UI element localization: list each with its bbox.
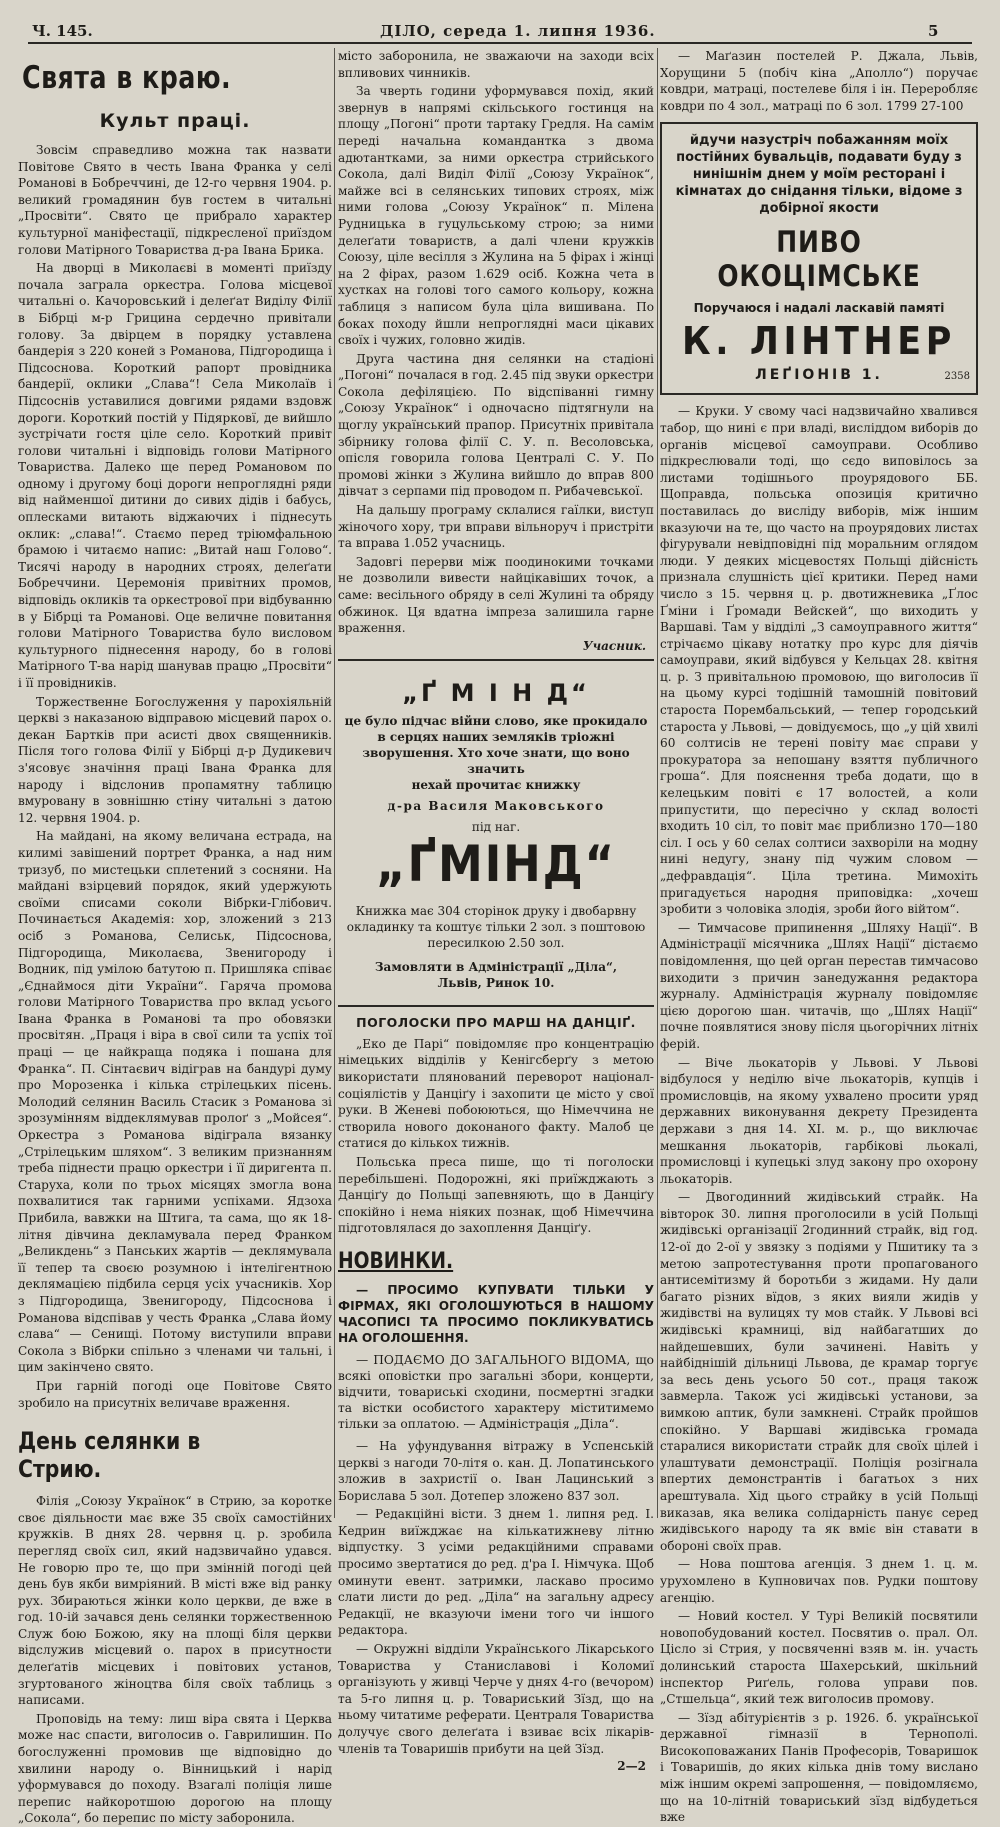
article-paragraph: На дальшу програму склалися гаїлки, виступ жіночого хору, три вправи вільноруч і пристріти та вправа 1.052 учасниць. [338,503,654,551]
article-signature: Учасник. [582,638,646,653]
page-header [0,0,1000,46]
article-title: День селянки в Стрию. [18,1427,201,1484]
ad-author: д-ра Василя Маковського [387,798,605,813]
book-advertisement [338,667,654,999]
ad-product: ПИВО ОКОЦІМСЬКЕ [717,225,921,294]
beer-advertisement [660,122,978,395]
notice: — ПОДАЄМО ДО ЗАГАЛЬНОГО ВІДОМА, що всякі оповістки про загальні збори, концерти, відчити, товариські сходини, посмертні згадки та вістки особистого характеру міститимемо тільки за оплатою. — Адміністрація „Діла“. [338,1352,654,1431]
news-item: — Зїзд абітурієнтів з р. 1926. б. української державної гімназії в Тернополі. Високоповажаних Панів Професорів, Товаришок і Товаришів, до яких кілька днів тому вислано між іншим окремі запрошення, — повідомляємо, що на 10-літній товариський зїзд відбудеться вже [660,1710,978,1825]
ad-under: під наг. [471,819,521,834]
article-paragraph: Зовсім справедливо можна так назвати Повітове Свято в честь Івана Франка у селі Романові в Бобреччині, де 12-го червня 1904. р. великий громадянин був гостем в читальні „Просвіти“. Свято це прибрало характер культурної маніфестації, підкресленої приїздом голови Матірного Товариства д-ра Івана Брика. [18,143,332,257]
article-paragraph: Задовгі перерви між поодинокими точками не дозволили вивести найцікавіших точок, а саме: весільного обряду в селі Жулині та обряду обжинок. Ця вдатна імпреза залишила гарне враження. [338,554,654,636]
news-item: — Новий костел. У Турі Великій посвятили новопобудований костел. Посвятив о. прал. Ол. Цісло зі Стрия, у посвяченні взяв м. ін. участь долинський староста Шахерський, шкільний інспектор Риґель, голова управи пов. „Стшельца“, який теж виголосив промову. [660,1609,978,1707]
divider [338,659,654,661]
article-paragraph: Польська преса пише, що ті поголоски перебільшені. Подорожні, які приїжджають з Данціґу до Польщі запевняють, що в Данціґу спокійно і нема ніяких познак, щоб Німеччина підготовлялася до захоплення Данціґу. [338,1154,654,1236]
ad-book-title: „ҐМІНД“ [376,834,616,893]
header-rule [28,42,972,44]
notice: — ПРОСИМО КУПУВАТИ ТІЛЬКИ У ФІРМАХ, ЯКІ ОГОЛОШУЮТЬСЯ В НАШОМУ ЧАСОПИСІ ТА ПРОСИМО ПОКЛИКУВАТИСЬ НА ОГОЛОШЕННЯ. [338,1282,654,1345]
item-number: 2—2 [617,1759,646,1774]
news-item: — Круки. У свому часі надзвичайно хвалився табор, що нині є при владі, висліддом виборів до органів місцевої самоуправи. Особливо підкреслювали тоді, що сєдо виповілось за листами тодішнього проурядового ББ. Щоправда, польська опозиція критично поставилась до висліду виборів, між іншим вказуючи на те, що часто на проурядових листах фігурували невідповідні під моральним оглядом люди. У деяких місцевостях Польщі дійсність признала слушність цієї критики. Перед нами число з 15. червня ц. р. двотижневика „Ґлос Ґміни і Ґромади Вейскей“, що виходить у Варшаві. Там у відділі „З самоуправного життя“ стрічаємо цікаву нотатку про курс для діячів самоуправи, який відбувся у Кельцах 28. квітня ц. р. З привітальною промовою, що виголосив її на цьому курсі тодішній тамошній повітовий староста Порембальський, — тепер городський староста у Львові, — довідуємось, що „у цій хвилі 60 солтисів не терені повіту має справи у прокуратора за непошану взяття публичного гроша“. Для пояснення треба додати, що в келецьким повіті є 17 волостей, а коли припустити, що пересічно у склад волості входить 10 сіл, то повіт має приблизно 170—180 сіл. І ось у 60 селах солтиси захворіли на модну нині недугу, знану під чужим словом — „дефравдація“. Ціла третина. Мимохіть пригадується народня приповідка: „хочеш зробити з чоловіка злодія, зроби його війтом“. [660,404,978,917]
page-number: 5 [928,22,939,40]
ad-owner-name: К. ЛІНТНЕР [682,319,956,364]
article-paragraph: місто заборонила, не зважаючи на заходи всіх впливових чинників. [338,49,654,80]
news-item: — Редакційні вісти. З днем 1. липня ред. І. Кедрин виїжджає на кількатижневу літню відпустку. З усіми редакційними справами просимо звертатися до ред. д'ра І. Німчука. Щоб оминути евент. затримки, ласкаво просимо слати листи до ред. „Діла“ на загальну адресу Редакції, не вказуючи імени того чи іншого редактора. [338,1507,654,1638]
issue-number: Ч. 145. [32,22,93,40]
news-item: — Маґазин постелей Р. Джала, Львів, Хорущини 5 (побіч кіна „Аполло“) поручає ковдри, матраці, постелеве біля і ін. Переробляє ковдри по 4 зол., матраці по 6 зол. 1799 27-100 [660,49,978,113]
column-3 [660,48,978,1825]
news-section-heading: НОВИНКИ. [338,1248,454,1274]
article-paragraph: „Еко де Парі“ повідомляє про концентрацію німецьких відділів у Кенігсберґу з метою використати плянований переворот націонал-соціялістів у Данціґу і захопити це місто у свої руки. В Женеві побоюються, що Німеччина не створила нового доконаного факту. Малоб це статися до кількох тижнів. [338,1036,654,1151]
column-2 [338,48,654,1774]
ad-title: „Ґ М І Н Д“ [402,678,590,707]
ad-line: нехай прочитає книжку [411,777,581,792]
article-paragraph: Проповідь на тему: лиш віра свята і Церква може нас спасти, виголосив о. Гаврилишин. По богослуженні промовив ще відповідно до хвилини народу о. Вінницький і нарід уформувався до походу. Взагалі поліція лише перепис найкоротшою дорогою на площу „Сокола“, бо перепис по місту заборонила. [18,1711,332,1826]
ad-line: в серцях наших земляків тріожні зворушення. Хто хоче знати, що воно значить [362,729,630,776]
article-title: Культ праці. [99,110,251,132]
news-item: — Віче льокаторів у Львові. У Львові відбулося у неділю віче льокаторів, купців і промисловців, на якому ухвалено просити уряд державних виконування декрету Президента держави з дня 14. XI. м. р., що виключає мешкання льокаторів, гарбікові льокалі, промисловці і купецькі злуд закону про охорону льокаторів. [660,1055,978,1186]
news-item: — Окружні відділи Українського Лікарського Товариства у Станиславові і Коломиї організують у живці Черче у днях 4-го (вечором) та 5-го липня ц. р. Товариський Зїзд, що на ньому читатиме реферати. Централя Товариства долучує свого делеґата і взиває всіх лікарів-членів та Товаришів прибути на цей Зїзд. [338,1642,654,1756]
article-paragraph: На майдані, на якому величана естрада, на килимі завішений портрет Франка, а над ним тризуб, по мистецьки сплетений з сосняни. На майдані взірцевий порядок, який удержують своїми списами соколи Вібрки-Глібович. Починається Академія: хор, зложений з 213 осіб з Романова, Селиськ, Підсоснова, Підгородища, Миколаєва, Звенигороду і Водник, під умілою батутою п. Пришляка співає „Єднаймося діти України“. Гаряча промова голови Матірного Товариства про вклад усього Івана Франка в Романові та про обовязки просвітян. „Праця і віра в свої сили та успіх тої праці — це найкраща подяка і пошана для Франка“. П. Сінтаєвич відіграв на бандурі думу про Морозенка і кілька стрілецьких пісень. Молодий селянин Василь Стасик з Романова зі зрозумінням віддеклямував пролоґ з „Мойсея“. Оркестра з Романова відіграла вязанку „Стрілецьким шляхом“. З великим признанням треба піднести працю оркестри і її диригента п. Старуха, коли по трьох місяцях змогла вона похвалитися так гарними успіхами. Ядзоха Прибила, вавжки на Штига, та сама, що як 18-літня дівчина декламувала перед Франком „Великдень“ з Панських жартів — деклямувала її тепер та своєю розумною і інтелігентною деклямацією підбила серця усіх учасників. Хор з Підгородища, Звенигороду, Підсоснова і Романова відспівав у честь Франка „Слава йому слава“ — Сенищі. Потому виступили вправи Сокола з Вібрки спільно з членами чи тальні, і цим закінчено свято. [18,829,332,1375]
ad-order: Замовляти в Адміністрації „Діла“, [374,959,618,974]
news-title: ПОГОЛОСКИ ПРО МАРШ НА ДАНЦІҐ. [356,1014,636,1030]
section-heading: Свята в краю. [22,60,232,96]
column-1 [18,48,332,1826]
ad-number: 2358 [944,371,970,383]
ad-address: Львів, Ринок 10. [437,975,555,990]
ad-address: ЛЕҐІОНІВ 1. [755,367,883,384]
article-paragraph: За чверть години уформувався похід, який звернув в напрямі скільського гостинця на площу „Погоні“ проти тартаку Гредля. На самім переді начальна командантка з двома адютантками, за ними оркестра стрийського Сокола, далі Виділ Філії „Союзу Українок“, майже всі в селянських типових строях, між ними голова „Союзу Українок“ п. Мілена Рудницька в гуцульському строю; за ними делеґати товариств, а далі члени кружків Союзу, ціле весілля з Жулина на 5 фірах і жінці на 2 фірах, разом 1.629 осіб. Кожна чета в хустках на голові того самого кольору, кожна таблиця з написом була ціла вишивана. По боках походу йшли непроглядні маси цікавих своїх і чужих, головно жидів. [338,84,654,348]
ad-line: це було підчас війни слово, яке прокидало [344,713,648,728]
article-paragraph: При гарній погоді оце Повітове Свято зробило на присутніх величаве враження. [18,1378,332,1410]
news-item: — Тимчасове припинення „Шляху Нації“. В Адміністрації місячника „Шлях Нації“ дістаємо повідомлення, що цей орган перестав тимчасово виходити з причин занедужання редактора журналу. Адміністрація журналу повідомляє цією дорогою шан. читачів, що „Шлях Нації“ почне появлятися знову після цьогорічних літніх ферій. [660,920,978,1051]
ad-description: Книжка має 304 сторінок друку і двобарвну окладинку та коштує тільки 2 зол. з поштовою пересилкою 2.50 зол. [346,903,646,950]
news-item: — Двогодинний жидівський страйк. На вівторок 30. липня проголосили в усій Польщі жидівські організації 2годинний страйк, від год. 12-ої до 2-ої у звязку з подіями у Пшитику та з метою запротестування проти пропагованого антисемітизму й боротьби з жидами. Ну дали багато різних вїдов, з яких вияли жидів у жидівстві на вулицях ту мов стайк. У Львові всі жидівські крамниці, від найбагатших до найдешевших, були зачинені. Навіть у найбіднішій дільниці Львова, де крамар торгує за весь день усього 50 сот., праця також завмерла. Також усі жидівські установи, за вимкою аптик, були замкнені. Страйк пройшов спокійно. У Варшаві жидівська громада старалися використати страйк для своїх цілей і улаштувати демонстрації. Поліція розігнала впертих демонстрантів і багатьох з них арештувала. Хід цього страйку в усій Польщі виказав, яка велика солідарність панує серед жидівського народу та як вміє він ставати в обороні своїх прав. [660,1190,978,1553]
ad-recommendation: Поручаюся і надалі ласкавій памяті [693,301,945,316]
article-paragraph: Друга частина дня селянки на стадіоні „Погоні“ почалася в год. 2.45 під звуки оркестри Сокола дефіляцією. По відспіванні гимну „Союзу Українок“ і одночасно підтягнули на щоглу український прапор. Присутніх привітала збірнику голова філії С. У. п. Весоловська, опісля говорила голова Централі С. У. По промові жінки з Жулина вийшло до вправ 800 дівчат з серпами під проводом п. Рибачевської. [338,351,654,499]
column-divider [657,48,658,1518]
article-paragraph: Філія „Союзу Українок“ в Стрию, за коротке своє діяльности має вже 35 своїх самостійних кружків. В днях 28. червня ц. р. зробила перегляд своїх сил, який надзвичайно удався. Не говорю про те, що при змінній погоді цей день був якби вимріяний. В місті вже від ранку рух. Збираються жінки коло церкви, де вже в год. 10-ій зачався день селянки торжественною Служ бою Божою, яку на площі біля церкви відслужив місцевий о. парох в присутности делеґатів місцевих і повітових установ, згуртованого жіноцтва біля своїх таблиць з написами. [18,1494,332,1708]
article-paragraph: Торжественне Богослуження у парохіяльній церкві з наказаною відправою місцевий парох о. декан Бартків при асисті двох священників. Після того голова Філії у Бібрці д-р Дудикевич з'ясовує значіння праці Івана Франка для народу і відслонив пропамятну таблицю вмуровану в зовнішню стіну читальні з датою 12. червня 1904. р. [18,694,332,825]
column-divider [334,48,335,1518]
ad-greeting: йдучи назустріч побажанням моїх постійних бувальців, подавати буду з нинішнім днем у моїм ресторані і кімнатах до снідання тільки, відоме з добірної якости [675,133,963,217]
divider [338,1005,654,1007]
article-paragraph: На дворці в Миколаєві в моменті приїзду почала заграла оркестра. Голова місцевої читальні о. Качоровський і делеґат Виділу Філії в Бібрці м-р Грицина сердечно привітали голову. За двірцем в порядку уставлена бандерія з 220 коней з Романова, Підгородища і Підсоснова. Короткий рапорт провідника бандерії, оклики „Слава“! Села Миколаїв і Підсоснів уставилися довгими рядами вздовж дороги. Короткий постій у Підярковї, де вийшло зустрічати гостя ціле село. Короткий привіт голови читальні і відповідь голови Матірного Товариства. Далеко ще перед Романовом по одному і другому боці дороги непроглядні ряди від найменшої дитини до сивих дідів і бабусь, оплесками витають віджаючих і піднесуть оклик: „слава!“. Стаємо перед тріюмфальною брамою і читаємо напис: „Витай наш Голово“. Тисячі народу в народних строях, делеґати Бобреччини. Церемонія привітних промов, відповідь окликів та оркестрової при відбуванню в у Бібрці та Романові. Оце величне повитання голови Матірного Товариства було висловом культурного піднесення народу, бо в голові Матірного Т-ва нарід шанував працю „Просвіти“ і її провідників. [18,261,332,690]
news-item: — Нова поштова агенція. З днем 1. ц. м. урухомлено в Купновичах пов. Рудки поштову агенцію. [660,1557,978,1605]
masthead-line: ДІЛО, середа 1. липня 1936. [380,22,656,40]
news-item: — На уфундування вітражу в Успенській церкві з нагоди 70-літя о. кан. Д. Лопатинського зложив в захристії о. Іван Лацинський з Борислава 5 зол. Дотепер зложено 837 зол. [338,1438,654,1503]
